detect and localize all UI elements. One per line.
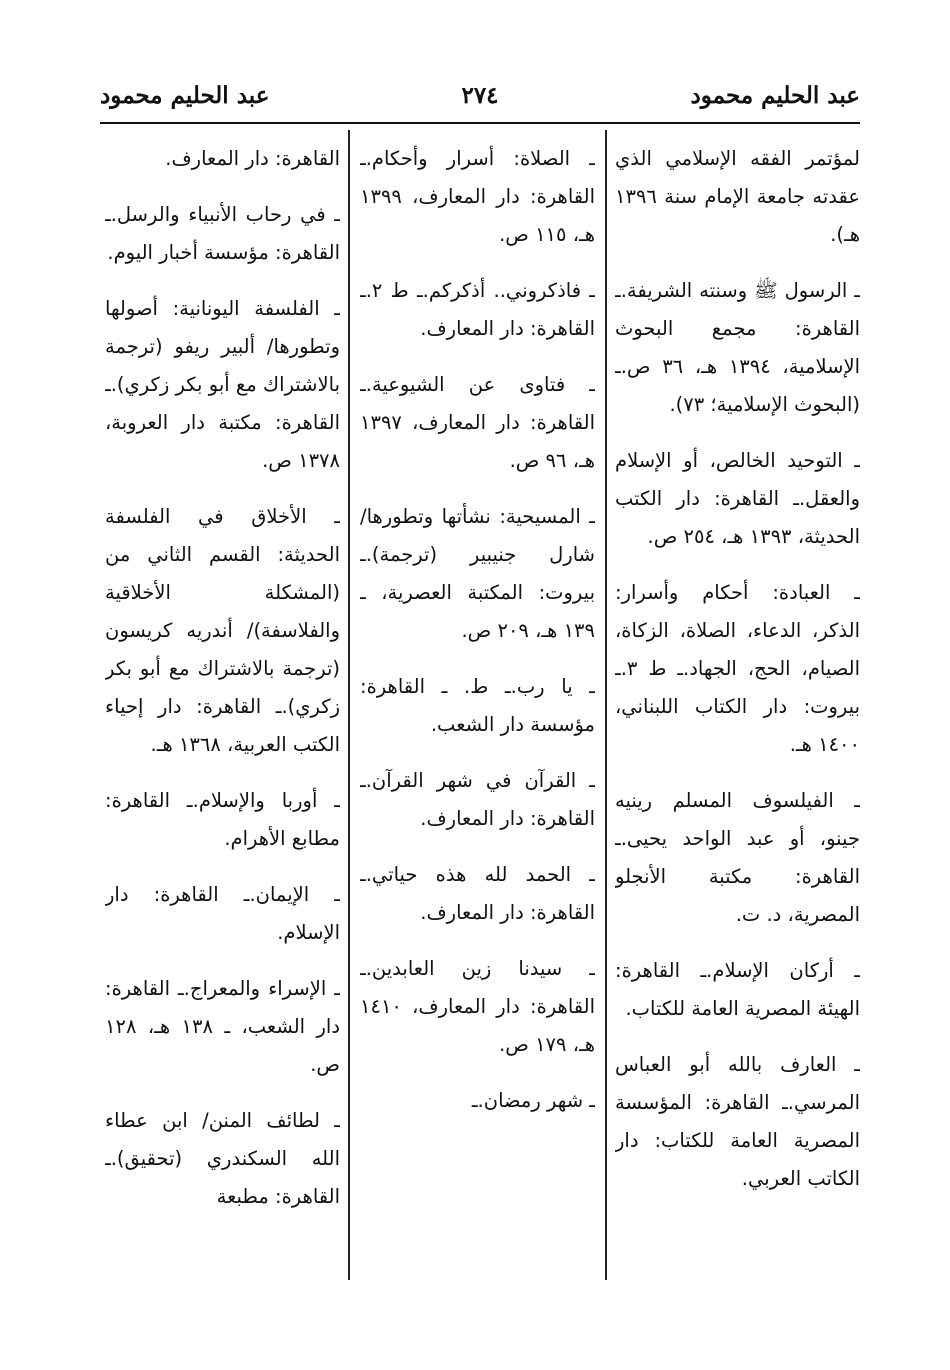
bibliography-entry: ـ العارف بالله أبو العباس المرسي.ـ القاهرة: المؤسسة المصرية العامة للكتاب: دار الكاتب العربي.: [615, 1053, 860, 1190]
bibliography-entry: ـ شهر رمضان.ـ: [471, 1089, 595, 1112]
bibliography-entry: ـ الحمد لله هذه حياتي.ـ القاهرة: دار المعارف.: [360, 863, 595, 924]
bibliography-entry: ـ يا رب.ـ ط. ـ القاهرة: مؤسسة دار الشعب.: [360, 675, 595, 736]
bibliography-entry: ـ الفيلسوف المسلم رينيه جينو، أو عبد الواحد يحيى.ـ القاهرة: مكتبة الأنجلو المصرية، د. ت.: [615, 789, 860, 926]
bibliography-entry: ـ القرآن في شهر القرآن.ـ القاهرة: دار المعارف.: [360, 769, 595, 830]
bibliography-entry: ـ فتاوى عن الشيوعية.ـ القاهرة: دار المعارف، ١٣٩٧ هـ، ٩٦ ص.: [360, 373, 595, 472]
column-divider: [605, 130, 607, 1280]
bibliography-entry: ـ أركان الإسلام.ـ القاهرة: الهيئة المصرية العامة للكتاب.: [615, 959, 860, 1020]
bibliography-entry: ـ التوحيد الخالص، أو الإسلام والعقل.ـ القاهرة: دار الكتب الحديثة، ١٣٩٣ هـ، ٢٥٤ ص.: [615, 449, 860, 548]
header-rule: [100, 122, 860, 124]
bibliography-entry: ـ سيدنا زين العابدين.ـ القاهرة: دار المعارف، ١٤١٠ هـ، ١٧٩ ص.: [360, 957, 595, 1056]
page-number: ٢٧٤: [461, 82, 499, 109]
bibliography-entry: لمؤتمر الفقه الإسلامي الذي عقدته جامعة الإمام سنة ١٣٩٦ هـ).: [615, 147, 860, 246]
page-header: [100, 76, 860, 120]
column-right: [615, 140, 860, 1290]
bibliography-entry: ـ لطائف المنن/ ابن عطاء الله السكندري (تحقيق).ـ القاهرة: مطبعة: [105, 1109, 340, 1208]
column-divider: [348, 130, 350, 1280]
bibliography-entry: ـ فاذكروني.. أذكركم.ـ ط ٢.ـ القاهرة: دار المعارف.: [360, 279, 595, 340]
bibliography-entry: ـ العبادة: أحكام وأسرار: الذكر، الدعاء، الصلاة، الزكاة، الصيام، الحج، الجهاد.ـ ط ٣.ـ بيروت: دار الكتاب اللبناني، ١٤٠٠ هـ.: [615, 581, 860, 756]
column-left: [105, 140, 340, 1290]
bibliography-entry: ـ المسيحية: نشأتها وتطورها/ شارل جنيبير (ترجمة).ـ بيروت: المكتبة العصرية، ـ ١٣٩ هـ، ٢٠٩ ص.: [360, 505, 595, 642]
running-head-left: عبد الحليم محمود: [100, 82, 270, 109]
bibliography-entry: ـ الصلاة: أسرار وأحكام.ـ القاهرة: دار المعارف، ١٣٩٩ هـ، ١١٥ ص.: [360, 147, 595, 246]
bibliography-entry: ـ في رحاب الأنبياء والرسل.ـ القاهرة: مؤسسة أخبار اليوم.: [105, 203, 340, 264]
bibliography-entry: ـ الأخلاق في الفلسفة الحديثة: القسم الثاني من (المشكلة الأخلاقية والفلاسفة)/ أندريه كريسون (ترجمة بالاشتراك مع أبو بكر زكري).ـ القاهرة: دار إحياء الكتب العربية، ١٣٦٨ هـ.: [105, 505, 340, 756]
bibliography-entry: ـ الرسول ﷺ وسنته الشريفة.ـ القاهرة: مجمع البحوث الإسلامية، ١٣٩٤ هـ، ٣٦ ص.ـ (البحوث الإسلامية؛ ٧٣).: [615, 279, 860, 416]
running-head-right: عبد الحليم محمود: [690, 82, 860, 109]
bibliography-entry: ـ الفلسفة اليونانية: أصولها وتطورها/ ألبير ريفو (ترجمة بالاشتراك مع أبو بكر زكري).ـ القاهرة: مكتبة دار العروبة، ١٣٧٨ ص.: [105, 297, 340, 472]
column-middle: [360, 140, 595, 1290]
bibliography-entry: القاهرة: دار المعارف.: [165, 147, 340, 170]
bibliography-entry: ـ أوربا والإسلام.ـ القاهرة: مطابع الأهرام.: [105, 789, 340, 850]
bibliography-entry: ـ الإسراء والمعراج.ـ القاهرة: دار الشعب، ـ ١٣٨ هـ، ١٢٨ ص.: [105, 977, 340, 1076]
bibliography-entry: ـ الإيمان.ـ القاهرة: دار الإسلام.: [105, 883, 340, 944]
